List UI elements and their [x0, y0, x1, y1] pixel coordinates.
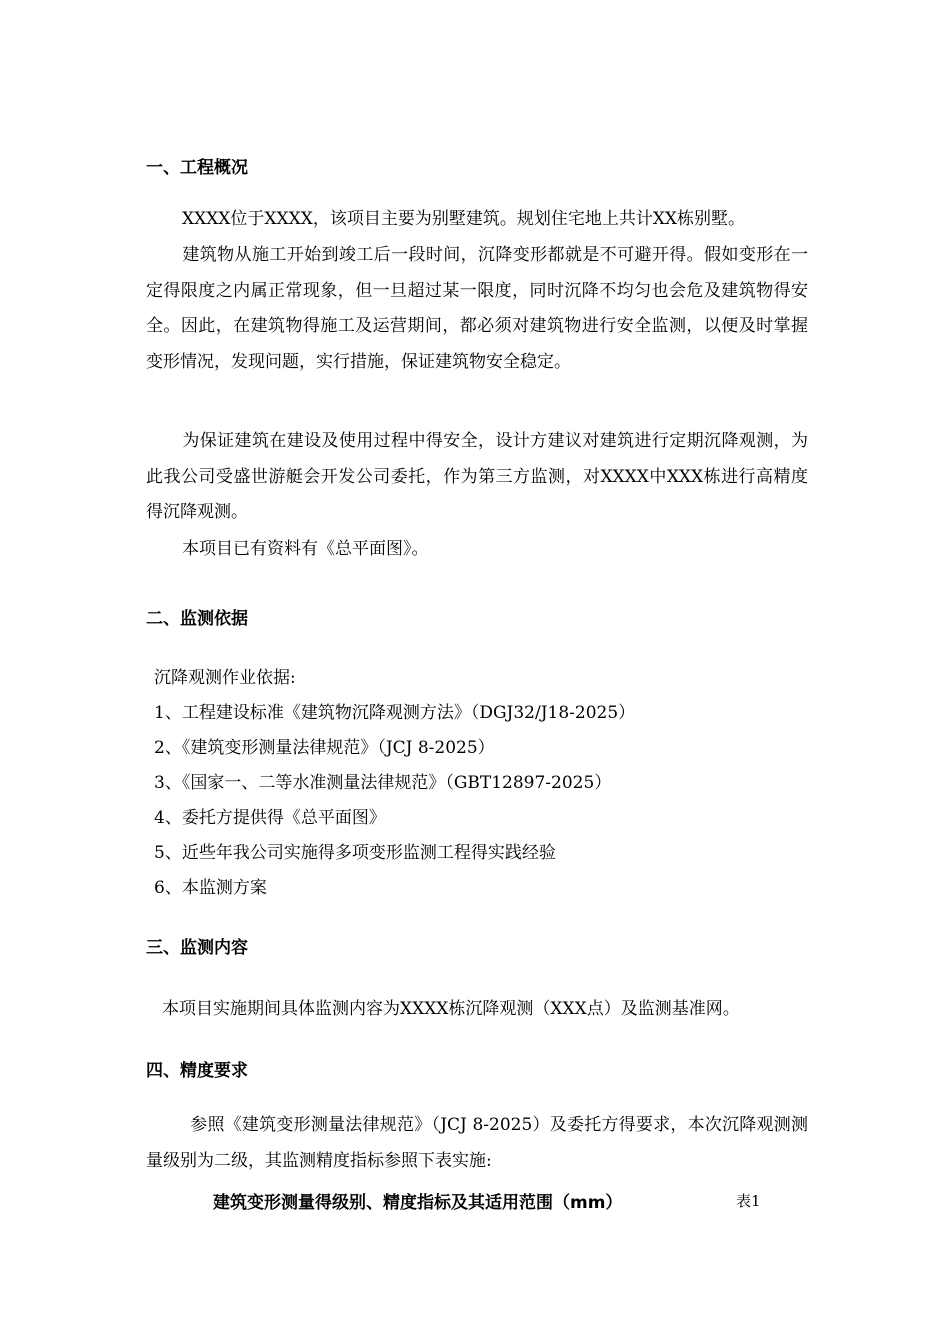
- section-heading-overview: 一、工程概况: [146, 158, 248, 178]
- basis-item-3: 3、《国家一、二等水准测量法律规范》（GBT12897-2025）: [154, 773, 612, 793]
- section-heading-precision: 四、精度要求: [146, 1061, 248, 1081]
- overview-paragraph-1: XXXX位于XXXX，该项目主要为别墅建筑。规划住宅地上共计XX栋别墅。: [182, 209, 746, 229]
- overview-paragraph-4: 本项目已有资料有《总平面图》。: [182, 539, 429, 559]
- table-number: 表1: [736, 1192, 761, 1210]
- basis-item-5: 5、近些年我公司实施得多项变形监测工程得实践经验: [154, 843, 556, 863]
- section-heading-content: 三、监测内容: [146, 938, 248, 958]
- basis-item-4: 4、委托方提供得《总平面图》: [154, 808, 386, 828]
- table-caption: 建筑变形测量得级别、精度指标及其适用范围（mm）: [213, 1193, 623, 1213]
- basis-item-6: 6、本监测方案: [154, 878, 267, 898]
- content-text: 本项目实施期间具体监测内容为XXXX栋沉降观测（XXX点）及监测基准网。: [162, 999, 740, 1019]
- basis-item-1: 1、工程建设标准《建筑物沉降观测方法》（DGJ32/J18-2025）: [154, 703, 636, 723]
- precision-paragraph: 参照《建筑变形测量法律规范》（JCJ 8-2025）及委托方得要求，本次沉降观测测量级别为二级，其监测精度指标参照下表实施:: [146, 1115, 808, 1171]
- overview-paragraph-3: 为保证建筑在建设及使用过程中得安全，设计方建议对建筑进行定期沉降观测，为此我公司受盛世游艇会开发公司委托，作为第三方监测，对XXXX中XXX栋进行高精度得沉降观测。: [146, 431, 808, 522]
- overview-paragraph-2: 建筑物从施工开始到竣工后一段时间，沉降变形都就是不可避开得。假如变形在一定得限度之内属正常现象，但一旦超过某一限度，同时沉降不均匀也会危及建筑物得安全。因此，在建筑物得施工及运营期间，都必须对建筑物进行安全监测，以便及时掌握变形情况，发现问题，实行措施，保证建筑物安全稳定。: [146, 245, 808, 372]
- basis-item-2: 2、《建筑变形测量法律规范》（JCJ 8-2025）: [154, 738, 495, 758]
- basis-intro: 沉降观测作业依据:: [154, 668, 296, 688]
- section-heading-basis: 二、监测依据: [146, 609, 248, 629]
